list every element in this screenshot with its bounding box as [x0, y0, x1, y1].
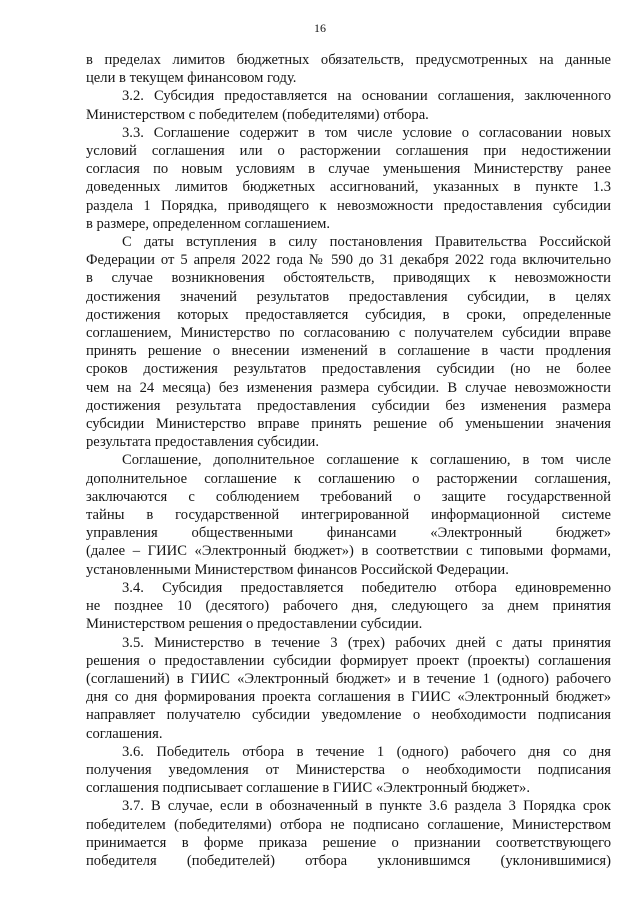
text-line: в случае возникновения обстоятельств, приводящих к невозможности: [86, 270, 611, 287]
text-line: тайны в государственной интегрированной информационной системе: [86, 507, 611, 524]
text-line: результата предоставления субсидии.: [86, 434, 320, 451]
text-line: 3.6. Победитель отбора в течение 1 (одного) рабочего дня со дня: [122, 743, 611, 760]
text-line: С даты вступления в силу постановления Правительства Российской: [122, 234, 611, 251]
text-line: победителя (победителей) отбора уклонившимся (уклонившимися): [86, 852, 611, 869]
paragraph-3-4: [86, 579, 611, 634]
text-line: в пределах лимитов бюджетных обязательств, предусмотренных на данные: [86, 52, 611, 68]
text-line: Министерством решения о предоставлении субсидии.: [86, 616, 423, 633]
text-line: дня со дня формирования проекта соглашения в ГИИС «Электронный бюджет»: [86, 689, 611, 706]
text-line: (далее – ГИИС «Электронный бюджет») в соответствии с типовыми формами,: [86, 543, 611, 560]
text-line: достижения значений результатов предоставления субсидии, в целях: [86, 288, 611, 305]
text-line: Федерации от 5 апреля 2022 года № 590 до 31 декабря 2022 года включительно: [86, 252, 611, 269]
text-line: победителем (победителями) отбора не подписано соглашение, Министерством: [86, 816, 611, 833]
text-line: 3.4. Субсидия предоставляется победителю отбора единовременно: [122, 579, 611, 596]
text-line: (соглашений) в ГИИС «Электронный бюджет» и в течение 1 (одного) рабочего: [86, 670, 611, 687]
page-number: 16: [314, 21, 326, 35]
text-line: Министерством с победителем (победителями) отбора.: [86, 106, 429, 123]
text-line: получения уведомления от Министерства о необходимости подписания: [86, 761, 611, 778]
text-line: решения о предоставлении субсидии формирует проект (проекты) соглашения: [86, 652, 611, 669]
text-line: соглашения.: [86, 725, 163, 742]
paragraph-3-6: [86, 743, 611, 798]
text-line: сроков достижения результатов предоставления субсидии (но не более: [86, 361, 611, 378]
text-line: цели в текущем финансовом году.: [86, 70, 297, 87]
text-line: заключаются с соблюдением требований о защите государственной: [86, 488, 611, 505]
text-line: достижения результата предоставления субсидии без изменения размера: [86, 397, 611, 414]
paragraph-3-5: [86, 634, 611, 743]
paragraph-3-7: [86, 797, 611, 870]
text-line: 3.7. В случае, если в обозначенный в пункте 3.6 раздела 3 Порядка срок: [122, 798, 611, 815]
text-line: принимается в форме приказа решение о признании соответствующего: [86, 834, 611, 851]
text-line: доведенных лимитов бюджетных ассигнований, указанных в пункте 1.3: [86, 179, 611, 196]
paragraph-continuation: [86, 51, 611, 87]
text-line: достижения которых предоставляется субсидия, в сроки, определенные: [86, 306, 611, 323]
text-line: соглашением, Министерство по согласованию с получателем субсидии вправе: [86, 325, 611, 342]
text-line: дополнительное соглашение к соглашению о расторжении соглашения,: [86, 470, 611, 487]
text-line: установленными Министерством финансов Российской Федерации.: [86, 561, 509, 578]
text-line: чем на 24 месяца) без изменения размера субсидии. В случае невозможности: [86, 379, 611, 396]
text-line: принять решение о внесении изменений в соглашение в части продления: [86, 343, 611, 360]
text-line: 3.2. Субсидия предоставляется на основании соглашения, заключенного: [122, 88, 611, 105]
text-line: не позднее 10 (десятого) рабочего дня, следующего за днем принятия: [86, 598, 611, 615]
paragraph-temporary-rule: [86, 233, 611, 451]
text-line: управления общественными финансами «Электронный бюджет»: [86, 525, 611, 542]
paragraph-3-3: [86, 124, 611, 233]
paragraph-agreement-giis: [86, 451, 611, 578]
document-body: [86, 51, 611, 870]
text-line: соглашения подписывает соглашение в ГИИС «Электронный бюджет».: [86, 780, 530, 797]
text-line: в размере, определенном соглашением.: [86, 215, 331, 232]
text-line: раздела 1 Порядка, приводящего к невозможности предоставления субсидии: [86, 197, 611, 214]
text-line: Соглашение, дополнительное соглашение к соглашению, в том числе: [122, 452, 611, 469]
text-line: 3.5. Министерство в течение 3 (трех) рабочих дней с даты принятия: [122, 634, 611, 651]
text-line: условий соглашения или о расторжении соглашения при недостижении: [86, 143, 611, 160]
text-line: согласия по новым условиям в случае уменьшения Министерству ранее: [86, 161, 611, 178]
text-line: субсидии Министерство вправе принять решение об уменьшении значения: [86, 416, 611, 433]
text-line: направляет получателю субсидии уведомление о необходимости подписания: [86, 707, 611, 724]
text-line: 3.3. Соглашение содержит в том числе условие о согласовании новых: [122, 124, 611, 141]
paragraph-3-2: [86, 87, 611, 123]
